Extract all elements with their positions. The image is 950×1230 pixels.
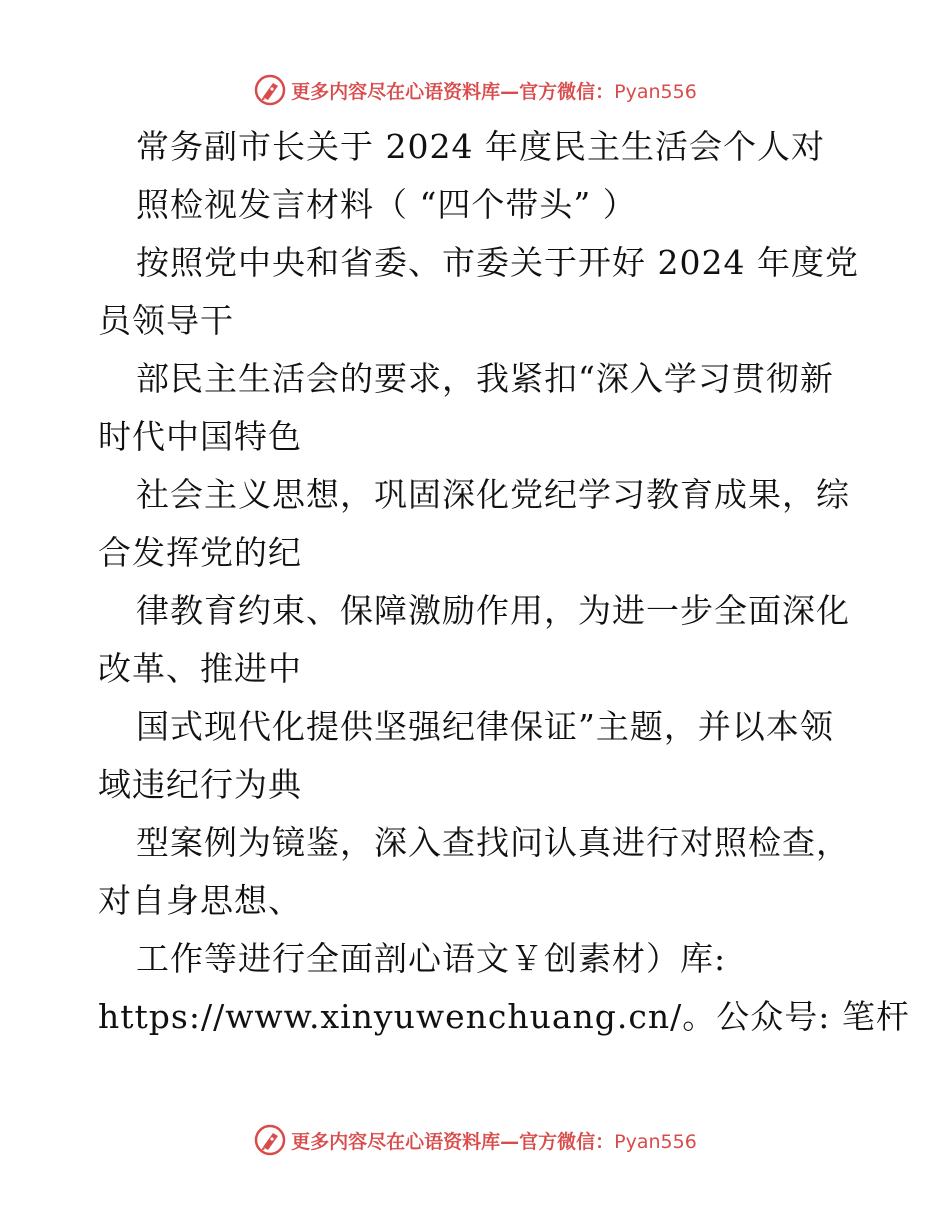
document-body [98, 118, 910, 1046]
banner-text: 更多内容尽在心语资料库—官方微信：Pyan556 [291, 1130, 697, 1153]
paragraph-line-url: https://www.xinyuwenchuang.cn/。公众号: 笔杆 [98, 997, 910, 1036]
banner-text: 更多内容尽在心语资料库—官方微信：Pyan556 [291, 80, 697, 103]
pen-nib-logo-icon [253, 73, 287, 107]
paragraph-line: 改革、推进中 [98, 649, 302, 688]
paragraph-line: 对自身思想、 [98, 881, 302, 920]
pen-nib-logo-icon [253, 1123, 287, 1157]
paragraph-line: 域违纪行为典 [98, 765, 302, 804]
paragraph-line: 工作等进行全面剖心语文￥创素材）库: [136, 939, 727, 978]
paragraph-line: 型案例为镜鉴，深入查找问认真进行对照检查， [136, 823, 850, 862]
title-line-2: 照检视发言材料（ “四个带头” ） [136, 185, 637, 224]
title-line-1: 常务副市长关于 2024 年度民主生活会个人对 [136, 127, 825, 166]
paragraph-line: 社会主义思想，巩固深化党纪学习教育成果，综 [136, 475, 850, 514]
paragraph-line: 合发挥党的纪 [98, 533, 302, 572]
paragraph-line: 时代中国特色 [98, 417, 302, 456]
paragraph-line: 员领导干 [98, 301, 234, 340]
paragraph-line: 国式现代化提供坚强纪律保证”主题，并以本领 [136, 707, 834, 746]
footer-banner [0, 1120, 950, 1160]
header-banner [0, 70, 950, 110]
paragraph-line: 律教育约束、保障激励作用，为进一步全面深化 [136, 591, 850, 630]
paragraph-line: 按照党中央和省委、市委关于开好 2024 年度党 [136, 243, 859, 282]
paragraph-line: 部民主生活会的要求，我紧扣“深入学习贯彻新 [136, 359, 834, 398]
